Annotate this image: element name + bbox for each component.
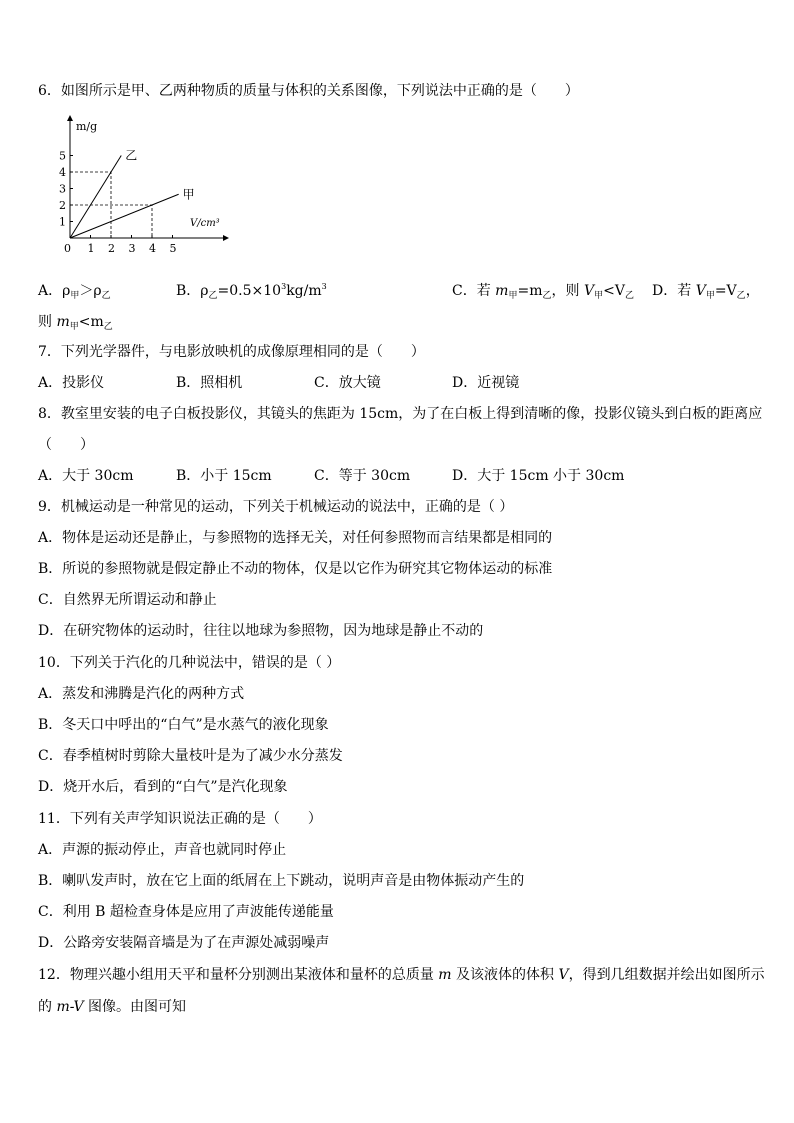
origin-label: 0 xyxy=(64,242,71,255)
q7-option-d[interactable]: D．近视镜 xyxy=(452,375,520,391)
q10-option-b[interactable]: B．冬天口中呼出的“白气”是水蒸气的液化现象 xyxy=(38,717,329,733)
q8-option-a[interactable]: A．大于 30cm xyxy=(38,468,134,484)
q8-option-d[interactable]: D．大于 15cm 小于 30cm xyxy=(452,468,625,484)
mass-volume-graph xyxy=(56,114,236,260)
y-axis-label: m/g xyxy=(76,120,98,133)
q11-option-d[interactable]: D．公路旁安装隔音墙是为了在声源处减弱噪声 xyxy=(38,935,330,951)
q10-option-c[interactable]: C．春季植树时剪除大量枝叶是为了减少水分蒸发 xyxy=(38,748,343,764)
q12-stem: 12．物理兴趣小组用天平和量杯分别测出某液体和量杯的总质量 m 及该液体的体积 V，得到几组数据并绘出如图所示 xyxy=(38,967,765,983)
q6-option-d-cont: 则 $m_甲<m_乙$ xyxy=(38,314,113,332)
q8-stem: 8．教室里安装的电子白板投影仪，其镜头的焦距为 15cm，为了在白板上得到清晰的像，投影仪镜头到白板的距离应 xyxy=(38,406,763,422)
q10-option-a[interactable]: A．蒸发和沸腾是汽化的两种方式 xyxy=(38,686,245,702)
q9-option-d[interactable]: D．在研究物体的运动时，往往以地球为参照物，因为地球是静止不动的 xyxy=(38,623,484,639)
q7-option-c[interactable]: C．放大镜 xyxy=(314,375,381,391)
q10-option-d[interactable]: D．烧开水后，看到的“白气”是汽化现象 xyxy=(38,779,288,795)
x-tick-label-2: 2 xyxy=(108,242,115,255)
q7-option-a[interactable]: A．投影仪 xyxy=(38,375,105,391)
q7-option-b[interactable]: B．照相机 xyxy=(176,375,243,391)
series-label-0: 乙 xyxy=(125,148,138,163)
q9-option-b[interactable]: B．所说的参照物就是假定静止不动的物体，仅是以它作为研究其它物体运动的标准 xyxy=(38,561,553,577)
x-tick-label-1: 1 xyxy=(87,242,95,255)
q8-option-c[interactable]: C．等于 30cm xyxy=(314,468,411,484)
q9-stem: 9．机械运动是一种常见的运动，下列关于机械运动的说法中，正确的是（ ） xyxy=(38,499,514,515)
x-tick-label-4: 4 xyxy=(149,242,156,255)
x-tick-label-3: 3 xyxy=(128,242,136,255)
q9-option-c[interactable]: C．自然界无所谓运动和静止 xyxy=(38,592,217,608)
q12-stem-cont: 的 m-V 图像。由图可知 xyxy=(38,999,187,1015)
q6-option-d[interactable]: D．若 $V_甲=V_乙$， xyxy=(652,283,760,301)
y-tick-label-1: 1 xyxy=(59,215,66,229)
q6-option-a[interactable]: A．$\rho_甲>\rho_乙$ xyxy=(38,283,111,301)
q8-stem-cont: （ ） xyxy=(38,437,94,453)
y-tick-label-3: 3 xyxy=(59,182,66,196)
q11-option-c[interactable]: C．利用 B 超检查身体是应用了声波能传递能量 xyxy=(38,904,334,920)
q8-option-b[interactable]: B．小于 15cm xyxy=(176,468,272,484)
q6-stem: 6．如图所示是甲、乙两种物质的质量与体积的关系图像，下列说法中正确的是（ ） xyxy=(38,83,579,99)
series-line-0 xyxy=(70,156,121,239)
q11-option-b[interactable]: B．喇叭发声时，放在它上面的纸屑在上下跳动，说明声音是由物体振动产生的 xyxy=(38,873,525,889)
q6-option-c[interactable]: C．若 $m_甲=m_乙$，则 $V_甲<V_乙$ xyxy=(452,283,634,301)
q6-option-b[interactable]: B．$\rho_乙=0.5\times 10^3kg/m^3$ xyxy=(176,282,327,301)
x-axis-label: V/cm³ xyxy=(190,218,220,229)
q7-stem: 7．下列光学器件，与电影放映机的成像原理相同的是（ ） xyxy=(38,344,425,360)
q11-stem: 11．下列有关声学知识说法正确的是（ ） xyxy=(38,811,322,827)
q11-option-a[interactable]: A．声源的振动停止，声音也就同时停止 xyxy=(38,842,287,858)
q9-option-a[interactable]: A．物体是运动还是静止，与参照物的选择无关，对任何参照物而言结果都是相同的 xyxy=(38,530,553,546)
series-line-1 xyxy=(70,194,179,238)
y-tick-label-4: 4 xyxy=(59,166,66,179)
y-tick-label-2: 2 xyxy=(59,199,66,212)
series-label-1: 甲 xyxy=(182,187,195,202)
q10-stem: 10．下列关于汽化的几种说法中，错误的是（ ） xyxy=(38,655,341,671)
y-tick-label-5: 5 xyxy=(59,149,66,163)
x-tick-label-5: 5 xyxy=(169,242,177,255)
